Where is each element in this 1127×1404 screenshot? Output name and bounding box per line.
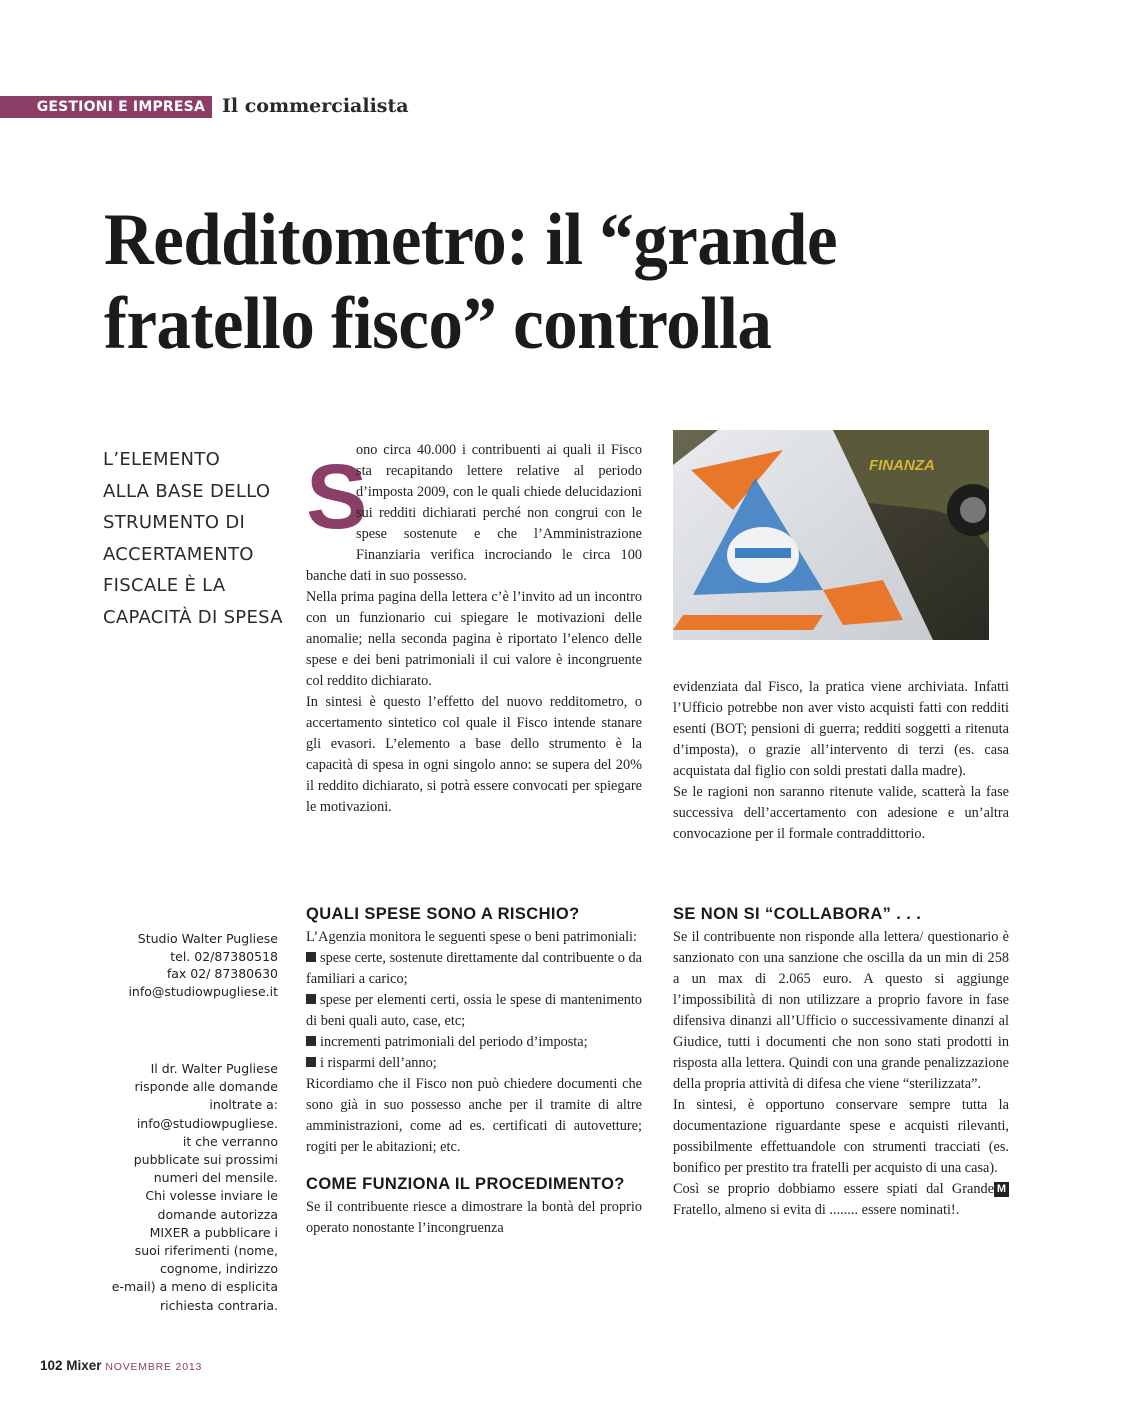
paragraph [673, 1179, 1009, 1221]
paragraph: Se il contribuente non risponde alla lettera/ questionario è sanzionato con una sanzione che oscilla da un min di 258 a un max di 2.065 euro. A questo si aggiunge l’impossibilità di non utilizzare a proprio favore in fase difensiva dinanzi all’Ufficio o successivamente dinanzi al Giudice, tutti i documenti che non sono stati prodotti in risposta alla lettera. Quindi con una grande penalizzazione della propria attività di difesa che viene “sterilizzata”. [673, 929, 1009, 1092]
page-footer [40, 1357, 202, 1376]
article-column-2 [673, 677, 1009, 845]
agenzia-entrate-photo [673, 430, 989, 640]
headline-line-1: Redditometro: il “grande [104, 199, 838, 281]
subheading-collabora: SE NON SI “COLLABORA” . . . [673, 905, 922, 923]
bullet-text: incrementi patrimoniali del periodo d’imposta; [320, 1034, 588, 1050]
car-finanza-text: FINANZA [869, 457, 935, 474]
note-line: inoltrate a: [209, 1097, 278, 1113]
article-column-1 [306, 440, 642, 818]
intro-line: L’ELEMENTO [103, 449, 221, 470]
note-line: e-mail) a meno di esplicita [111, 1279, 278, 1295]
note-line: richiesta contraria. [159, 1297, 278, 1313]
intro-line: ACCERTAMENTO [103, 543, 254, 565]
article-headline [104, 198, 1015, 366]
credit-studio: Studio Walter Pugliese [137, 931, 278, 946]
bullet-text: spese per elementi certi, ossia le spese di mantenimento di beni quali auto, case, etc; [306, 992, 642, 1029]
bullet-item [306, 948, 642, 990]
bullet-text: spese certe, sostenute direttamente dal contribuente o da familiari a carico; [306, 950, 642, 987]
page-number: 102 [40, 1358, 63, 1373]
note-line: domande autorizza [157, 1206, 278, 1222]
closing-text: Così se proprio dobbiamo essere spiati dal Grande Fratello, almeno si evita di ........ essere nominati!. [673, 1181, 994, 1218]
column-title: Il commercialista [222, 95, 409, 117]
paragraph: Se le ragioni non saranno ritenute valide, scatterà la fase successiva dell’accertamento con adesione e un’altra convocazione per il formale contraddittorio. [673, 784, 1009, 842]
bullet-square-icon [306, 1057, 316, 1067]
subheading-procedure: COME FUNZIONA IL PROCEDIMENTO? [306, 1175, 625, 1193]
author-credits [100, 930, 278, 1000]
bullet-square-icon [306, 952, 316, 962]
magazine-name: Mixer [66, 1358, 102, 1373]
bullet-text: i risparmi dell’anno; [320, 1055, 437, 1071]
paragraph: evidenziata dal Fisco, la pratica viene archiviata. Infatti l’Ufficio potrebbe non aver visto acquisti fatti con redditi esenti (BOT; pensioni di guerra; redditi soggetti a ritenuta d’imposta), o grazie all’intervento di terzi (es. casa acquistata dal figlio con soldi prestati dalla madre). [673, 679, 1009, 779]
article-column-1-lower [306, 902, 642, 1239]
note-line: risponde alle domande [134, 1079, 278, 1095]
car-hub [960, 497, 986, 523]
logo-orange-bottom [673, 615, 823, 630]
issue-date: NOVEMBRE 2013 [105, 1361, 203, 1373]
intro-line: ALLA BASE DELLO [103, 480, 271, 502]
bullet-item [306, 1053, 642, 1074]
note-line: info@studiowpugliese. [136, 1115, 278, 1131]
drop-cap: S [306, 446, 368, 548]
logo-e-bar [735, 548, 791, 558]
paragraph: Ricordiamo che il Fisco non può chiedere documenti che sono già in suo possesso anche per il tramite di altre amministrazioni, come ad es. certificati di autovetture; rogiti per le abitazioni; etc. [306, 1076, 642, 1155]
note-line: Chi volesse inviare le [145, 1188, 278, 1204]
intro-summary [103, 444, 293, 633]
end-mark-icon: M [994, 1182, 1009, 1197]
article-column-2-lower [673, 902, 1009, 1221]
note-line: MIXER a pubblicare i [149, 1224, 278, 1240]
credit-fax: fax 02/ 87380630 [166, 966, 278, 981]
section-tag: GESTIONI E IMPRESA [0, 96, 212, 118]
credit-phone: tel. 02/87380518 [170, 948, 278, 964]
subheading-risk: QUALI SPESE SONO A RISCHIO? [306, 905, 580, 923]
headline-line-2: fratello fisco” controlla [104, 283, 772, 365]
intro-line: CAPACITÀ DI SPESA [103, 606, 283, 628]
intro-line: FISCALE È LA [103, 575, 226, 596]
reader-note [100, 1060, 278, 1315]
note-line: numeri del mensile. [153, 1170, 278, 1186]
note-line: it che verranno [182, 1133, 278, 1149]
bullet-item [306, 1032, 642, 1053]
paragraph: Nella prima pagina della lettera c’è l’invito ad un incontro con un funzionario cui spiegare le motivazioni delle anomalie; nella seconda pagina è riportato l’elenco delle spese e dei beni patrimoniali il cui valore è incongruente col reddito dichiarato. [306, 589, 642, 689]
paragraph: In sintesi, è opportuno conservare sempre tutta la documentazione riguardante spese e acquisti rilevanti, possibilmente effettuandole con strumenti tracciati (es. bonifico per prestito tra fratelli per acquisto di una casa). [673, 1097, 1009, 1176]
note-line: Il dr. Walter Pugliese [150, 1061, 278, 1076]
photo-illustration [673, 430, 989, 640]
bullet-item [306, 990, 642, 1032]
note-line: pubblicate sui prossimi [133, 1152, 278, 1168]
intro-line: STRUMENTO DI [103, 512, 246, 533]
paragraph: Se il contribuente riesce a dimostrare la bontà del proprio operato nonostante l’incongruenza [306, 1199, 642, 1236]
bullet-square-icon [306, 1036, 316, 1046]
bullet-square-icon [306, 994, 316, 1004]
note-line: cognome, indirizzo [159, 1261, 278, 1277]
paragraph: L’Agenzia monitora le seguenti spese o beni patrimoniali: [306, 929, 637, 945]
credit-email: info@studiowpugliese.it [128, 983, 278, 999]
paragraph: In sintesi è questo l’effetto del nuovo redditometro, o accertamento sintetico col quale il Fisco intende stanare gli evasori. L’elemento a base dello strumento è la capacità di spesa in ogni singolo anno: se supera del 20% il reddito dichiarato, si potrà essere convocati per spiegare le motivazioni. [306, 694, 642, 815]
note-line: suoi riferimenti (nome, [134, 1243, 278, 1259]
paragraph: ono circa 40.000 i contribuenti ai quali il Fisco sta recapitando lettere relative al periodo d’imposta 2009, con le quali chiede delucidazioni sui redditi dichiarati perché non congrui con le spese sostenute e che l’Amministrazione Finanziaria verifica incrociando le circa 100 banche dati in suo possesso. [306, 442, 642, 584]
